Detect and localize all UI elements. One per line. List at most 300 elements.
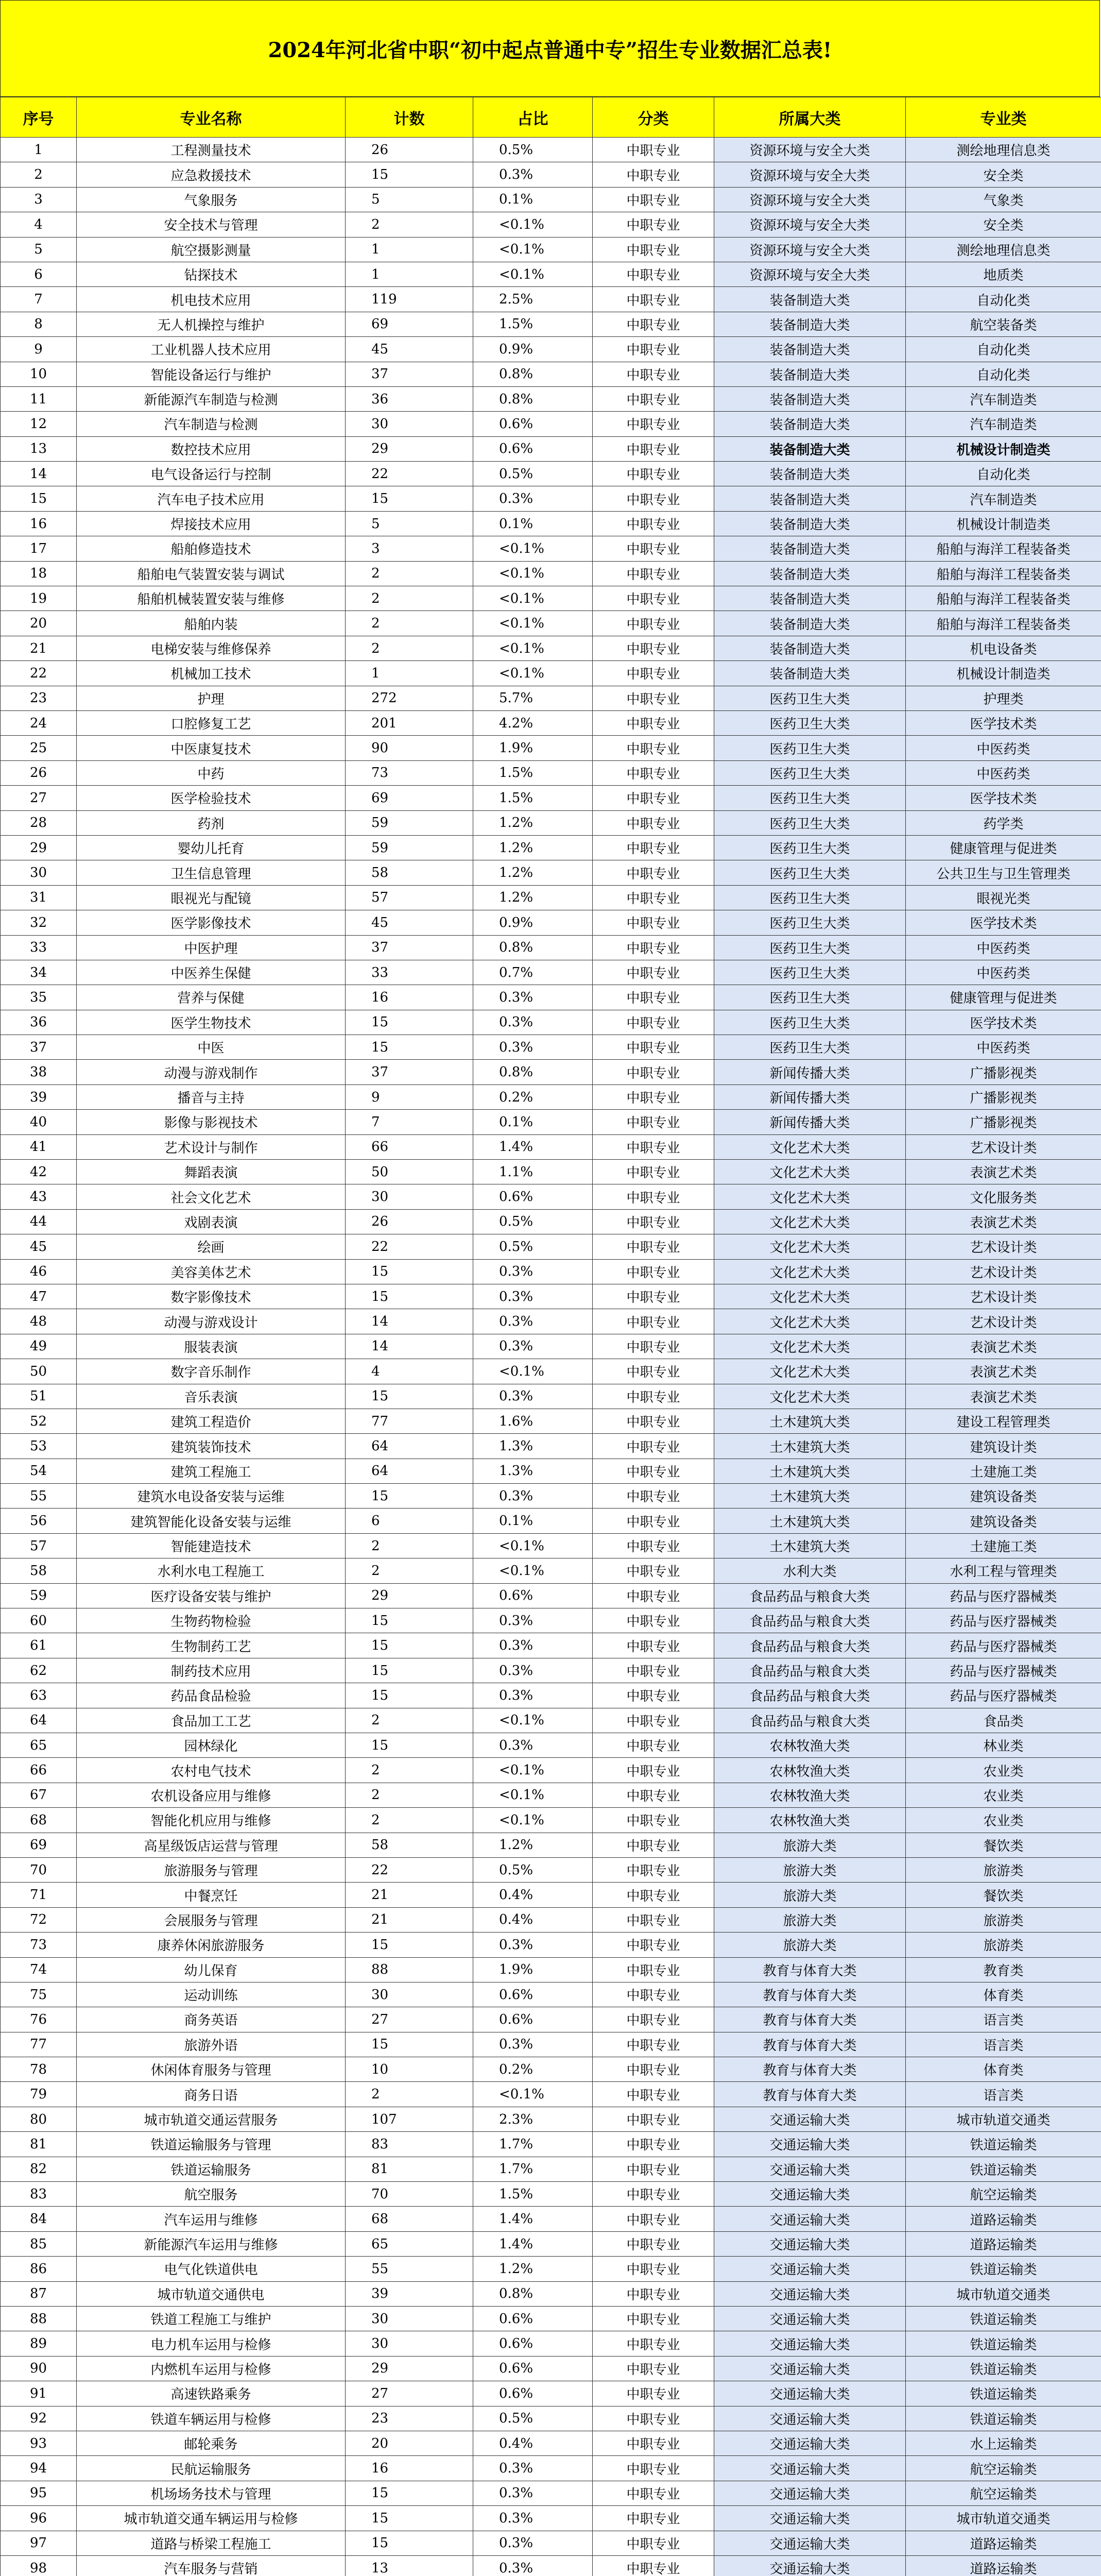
row-category: 中职专业 [593, 1309, 714, 1334]
row-major-group: 交通运输大类 [714, 2381, 906, 2406]
table-row [1, 2306, 1101, 2331]
row-major: 建筑工程造价 [77, 1409, 346, 1433]
row-major-class: 健康管理与促进类 [906, 985, 1101, 1010]
row-major-class: 医学技术类 [906, 786, 1101, 810]
row-major-group: 医药卫生大类 [714, 860, 906, 885]
row-percent: 1.5% [473, 760, 593, 785]
row-major-class: 药学类 [906, 810, 1101, 835]
row-major: 幼儿保育 [77, 1957, 346, 1982]
row-major: 数字音乐制作 [77, 1359, 346, 1384]
table-row [1, 935, 1101, 960]
row-category: 中职专业 [593, 2132, 714, 2157]
row-major-group: 装备制造大类 [714, 586, 906, 611]
row-major-group: 装备制造大类 [714, 337, 906, 362]
table-row [1, 1658, 1101, 1683]
row-count: 15 [346, 1259, 473, 1284]
row-major: 工业机器人技术应用 [77, 337, 346, 362]
row-percent: 0.3% [473, 2032, 593, 2057]
row-major: 建筑装饰技术 [77, 1434, 346, 1459]
row-category: 中职专业 [593, 835, 714, 860]
row-major: 婴幼儿托育 [77, 835, 346, 860]
row-major-group: 医药卫生大类 [714, 760, 906, 785]
row-major-group: 食品药品与粮食大类 [714, 1708, 906, 1733]
row-major: 中医 [77, 1035, 346, 1060]
row-major-group: 教育与体育大类 [714, 2082, 906, 2107]
header-major: 专业名称 [77, 97, 346, 138]
row-major-group: 交通运输大类 [714, 2431, 906, 2455]
row-major-class: 铁道运输类 [906, 2381, 1101, 2406]
row-major: 汽车电子技术应用 [77, 486, 346, 511]
row-major-group: 交通运输大类 [714, 2231, 906, 2256]
row-category: 中职专业 [593, 1334, 714, 1359]
row-category: 中职专业 [593, 486, 714, 511]
row-major: 美容美体艺术 [77, 1259, 346, 1284]
table-row [1, 2157, 1101, 2181]
row-major: 食品加工工艺 [77, 1708, 346, 1733]
row-major: 城市轨道交通供电 [77, 2281, 346, 2306]
row-index: 27 [1, 786, 77, 810]
row-major-group: 装备制造大类 [714, 536, 906, 561]
row-count: 6 [346, 1509, 473, 1533]
table-row [1, 786, 1101, 810]
row-index: 92 [1, 2406, 77, 2431]
row-index: 4 [1, 212, 77, 237]
row-percent: 0.5% [473, 1209, 593, 1234]
row-major-group: 文化艺术大类 [714, 1384, 906, 1409]
row-category: 中职专业 [593, 436, 714, 461]
row-index: 6 [1, 262, 77, 286]
row-index: 88 [1, 2306, 77, 2331]
table-row [1, 760, 1101, 785]
row-category: 中职专业 [593, 686, 714, 710]
row-count: 2 [346, 561, 473, 586]
row-index: 90 [1, 2356, 77, 2381]
row-major-group: 文化艺术大类 [714, 1334, 906, 1359]
row-category: 中职专业 [593, 810, 714, 835]
row-major-group: 旅游大类 [714, 1883, 906, 1907]
table-row [1, 611, 1101, 636]
row-major: 旅游外语 [77, 2032, 346, 2057]
table-row [1, 237, 1101, 262]
row-category: 中职专业 [593, 1434, 714, 1459]
row-major-group: 旅游大类 [714, 1907, 906, 1932]
row-category: 中职专业 [593, 1035, 714, 1060]
row-major-class: 汽车制造类 [906, 412, 1101, 436]
row-index: 37 [1, 1035, 77, 1060]
row-category: 中职专业 [593, 1982, 714, 2007]
row-major-group: 装备制造大类 [714, 436, 906, 461]
row-count: 15 [346, 1035, 473, 1060]
row-index: 8 [1, 312, 77, 336]
row-percent: 1.5% [473, 312, 593, 336]
row-percent: 0.6% [473, 1184, 593, 1209]
row-major: 绘画 [77, 1234, 346, 1259]
row-count: 45 [346, 910, 473, 935]
row-category: 中职专业 [593, 1384, 714, 1409]
row-category: 中职专业 [593, 2007, 714, 2032]
row-major-group: 资源环境与安全大类 [714, 162, 906, 187]
row-percent: 0.3% [473, 2456, 593, 2481]
row-count: 7 [346, 1110, 473, 1134]
row-major-group: 食品药品与粮食大类 [714, 1583, 906, 1608]
row-major-group: 新闻传播大类 [714, 1060, 906, 1084]
row-count: 29 [346, 1583, 473, 1608]
row-major: 医学检验技术 [77, 786, 346, 810]
row-category: 中职专业 [593, 462, 714, 486]
row-count: 2 [346, 1783, 473, 1807]
row-percent: 0.3% [473, 2531, 593, 2555]
row-major-group: 交通运输大类 [714, 2281, 906, 2306]
row-index: 23 [1, 686, 77, 710]
row-major-group: 交通运输大类 [714, 2182, 906, 2207]
row-category: 中职专业 [593, 2555, 714, 2576]
table-row [1, 1209, 1101, 1234]
table-row [1, 1110, 1101, 1134]
row-index: 17 [1, 536, 77, 561]
row-count: 29 [346, 2356, 473, 2381]
row-major-group: 装备制造大类 [714, 462, 906, 486]
row-major-class: 铁道运输类 [906, 2356, 1101, 2381]
table-row [1, 636, 1101, 660]
row-index: 12 [1, 412, 77, 436]
row-major: 航空服务 [77, 2182, 346, 2207]
row-major-class: 广播影视类 [906, 1060, 1101, 1084]
row-category: 中职专业 [593, 611, 714, 636]
row-major-class: 医学技术类 [906, 1010, 1101, 1035]
row-count: 13 [346, 2555, 473, 2576]
table-row [1, 736, 1101, 760]
header-category: 分类 [593, 97, 714, 138]
row-major: 舞蹈表演 [77, 1160, 346, 1184]
row-major-class: 农业类 [906, 1783, 1101, 1807]
row-index: 47 [1, 1284, 77, 1309]
row-major-group: 文化艺术大类 [714, 1259, 906, 1284]
row-major: 工程测量技术 [77, 138, 346, 162]
row-major-group: 装备制造大类 [714, 362, 906, 386]
row-major-class: 建筑设计类 [906, 1434, 1101, 1459]
row-percent: 0.9% [473, 910, 593, 935]
row-major-group: 交通运输大类 [714, 2555, 906, 2576]
row-major: 铁道运输服务与管理 [77, 2132, 346, 2157]
row-major: 休闲体育服务与管理 [77, 2057, 346, 2082]
row-percent: 4.2% [473, 710, 593, 735]
table-row [1, 561, 1101, 586]
row-percent: 1.5% [473, 2182, 593, 2207]
row-count: 2 [346, 1758, 473, 1783]
row-index: 53 [1, 1434, 77, 1459]
table-row [1, 1509, 1101, 1533]
row-major-class: 道路运输类 [906, 2555, 1101, 2576]
row-major-group: 装备制造大类 [714, 511, 906, 536]
row-category: 中职专业 [593, 1259, 714, 1284]
row-percent: 0.6% [473, 412, 593, 436]
row-percent: 0.3% [473, 1733, 593, 1758]
row-count: 2 [346, 1558, 473, 1583]
row-major-class: 中医药类 [906, 960, 1101, 985]
row-percent: 0.6% [473, 2007, 593, 2032]
row-major-group: 土木建筑大类 [714, 1409, 906, 1433]
row-major-class: 旅游类 [906, 1857, 1101, 1882]
row-percent: <0.1% [473, 1533, 593, 1558]
row-index: 34 [1, 960, 77, 985]
row-major-class: 表演艺术类 [906, 1209, 1101, 1234]
row-index: 70 [1, 1857, 77, 1882]
row-index: 86 [1, 2257, 77, 2281]
row-percent: <0.1% [473, 586, 593, 611]
row-major-group: 文化艺术大类 [714, 1160, 906, 1184]
row-count: 119 [346, 287, 473, 312]
row-index: 33 [1, 935, 77, 960]
row-index: 3 [1, 187, 77, 212]
row-major-group: 土木建筑大类 [714, 1434, 906, 1459]
table-row [1, 1808, 1101, 1833]
row-major: 铁道工程施工与维护 [77, 2306, 346, 2331]
table-row [1, 337, 1101, 362]
row-major-class: 旅游类 [906, 1907, 1101, 1932]
row-major: 戏剧表演 [77, 1209, 346, 1234]
row-count: 29 [346, 436, 473, 461]
row-percent: 1.1% [473, 1160, 593, 1184]
row-major-group: 新闻传播大类 [714, 1084, 906, 1109]
row-major-group: 土木建筑大类 [714, 1459, 906, 1483]
row-category: 中职专业 [593, 1110, 714, 1134]
row-category: 中职专业 [593, 710, 714, 735]
table-row [1, 1010, 1101, 1035]
row-index: 26 [1, 760, 77, 785]
row-count: 22 [346, 1857, 473, 1882]
data-table [0, 97, 1101, 2576]
row-percent: 1.2% [473, 810, 593, 835]
row-count: 21 [346, 1907, 473, 1932]
row-category: 中职专业 [593, 386, 714, 411]
row-category: 中职专业 [593, 935, 714, 960]
row-count: 70 [346, 2182, 473, 2207]
row-major: 航空摄影测量 [77, 237, 346, 262]
table-row [1, 362, 1101, 386]
row-percent: 0.3% [473, 1633, 593, 1658]
row-category: 中职专业 [593, 2481, 714, 2505]
row-major: 船舶内装 [77, 611, 346, 636]
table-row [1, 910, 1101, 935]
row-count: 2 [346, 2082, 473, 2107]
table-row [1, 2431, 1101, 2455]
row-category: 中职专业 [593, 1184, 714, 1209]
row-major: 中医养生保健 [77, 960, 346, 985]
row-index: 13 [1, 436, 77, 461]
row-count: 15 [346, 2531, 473, 2555]
table-row [1, 1084, 1101, 1109]
table-row [1, 1160, 1101, 1184]
row-index: 2 [1, 162, 77, 187]
row-major-class: 航空装备类 [906, 312, 1101, 336]
row-index: 5 [1, 237, 77, 262]
row-major-class: 餐饮类 [906, 1883, 1101, 1907]
row-index: 62 [1, 1658, 77, 1683]
row-category: 中职专业 [593, 162, 714, 187]
row-category: 中职专业 [593, 1558, 714, 1583]
row-category: 中职专业 [593, 2057, 714, 2082]
row-index: 35 [1, 985, 77, 1010]
row-major-group: 医药卫生大类 [714, 786, 906, 810]
row-major-class: 土建施工类 [906, 1459, 1101, 1483]
table-row [1, 2481, 1101, 2505]
row-major: 船舶机械装置安装与维修 [77, 586, 346, 611]
row-percent: 0.8% [473, 2281, 593, 2306]
row-category: 中职专业 [593, 2431, 714, 2455]
row-index: 73 [1, 1933, 77, 1957]
row-major-group: 资源环境与安全大类 [714, 212, 906, 237]
row-major-group: 医药卫生大类 [714, 935, 906, 960]
row-major: 焊接技术应用 [77, 511, 346, 536]
row-major-group: 食品药品与粮食大类 [714, 1683, 906, 1708]
row-index: 71 [1, 1883, 77, 1907]
row-major: 康养休闲旅游服务 [77, 1933, 346, 1957]
row-major: 汽车运用与维修 [77, 2207, 346, 2231]
row-index: 95 [1, 2481, 77, 2505]
header-count: 计数 [346, 97, 473, 138]
row-count: 15 [346, 1384, 473, 1409]
row-percent: 0.6% [473, 1583, 593, 1608]
row-category: 中职专业 [593, 661, 714, 686]
row-category: 中职专业 [593, 2207, 714, 2231]
row-major: 数字影像技术 [77, 1284, 346, 1309]
table-row [1, 810, 1101, 835]
row-category: 中职专业 [593, 1509, 714, 1533]
row-category: 中职专业 [593, 2231, 714, 2256]
row-major: 电力机车运用与检修 [77, 2331, 346, 2356]
table-row [1, 2032, 1101, 2057]
row-major-group: 教育与体育大类 [714, 2057, 906, 2082]
row-count: 68 [346, 2207, 473, 2231]
header-row [1, 97, 1101, 138]
row-major: 商务日语 [77, 2082, 346, 2107]
row-category: 中职专业 [593, 1084, 714, 1109]
row-category: 中职专业 [593, 2107, 714, 2131]
row-category: 中职专业 [593, 2306, 714, 2331]
row-index: 36 [1, 1010, 77, 1035]
table-row [1, 138, 1101, 162]
row-category: 中职专业 [593, 985, 714, 1010]
row-percent: 0.3% [473, 985, 593, 1010]
row-major-group: 装备制造大类 [714, 636, 906, 660]
row-major-group: 医药卫生大类 [714, 985, 906, 1010]
row-major-class: 眼视光类 [906, 885, 1101, 910]
row-major-class: 药品与医疗器械类 [906, 1683, 1101, 1708]
row-index: 40 [1, 1110, 77, 1134]
row-index: 98 [1, 2555, 77, 2576]
row-percent: <0.1% [473, 237, 593, 262]
table-row [1, 2381, 1101, 2406]
row-count: 2 [346, 1708, 473, 1733]
row-percent: 2.5% [473, 287, 593, 312]
row-major: 动漫与游戏制作 [77, 1060, 346, 1084]
row-percent: 0.2% [473, 1084, 593, 1109]
row-index: 69 [1, 1833, 77, 1857]
row-percent: 0.3% [473, 2555, 593, 2576]
row-category: 中职专业 [593, 312, 714, 336]
row-category: 中职专业 [593, 2331, 714, 2356]
row-major: 园林绿化 [77, 1733, 346, 1758]
row-count: 15 [346, 1484, 473, 1509]
row-index: 61 [1, 1633, 77, 1658]
row-percent: 0.3% [473, 2506, 593, 2531]
sheet-title: 2024年河北省中职“初中起点普通中专”招生专业数据汇总表! [0, 0, 1100, 97]
table-row [1, 2257, 1101, 2281]
row-major: 内燃机车运用与检修 [77, 2356, 346, 2381]
row-count: 30 [346, 1982, 473, 2007]
row-percent: 0.3% [473, 1608, 593, 1633]
row-percent: 0.5% [473, 462, 593, 486]
row-index: 55 [1, 1484, 77, 1509]
table-row [1, 2281, 1101, 2306]
row-major-group: 食品药品与粮食大类 [714, 1633, 906, 1658]
row-category: 中职专业 [593, 760, 714, 785]
row-major-class: 测绘地理信息类 [906, 138, 1101, 162]
row-major-group: 资源环境与安全大类 [714, 187, 906, 212]
row-major: 护理 [77, 686, 346, 710]
row-count: 1 [346, 262, 473, 286]
row-index: 83 [1, 2182, 77, 2207]
row-major-group: 新闻传播大类 [714, 1110, 906, 1134]
row-category: 中职专业 [593, 1608, 714, 1633]
row-percent: <0.1% [473, 661, 593, 686]
table-row [1, 661, 1101, 686]
row-major: 运动训练 [77, 1982, 346, 2007]
row-major-class: 广播影视类 [906, 1084, 1101, 1109]
table-row [1, 1409, 1101, 1433]
row-major: 无人机操控与维护 [77, 312, 346, 336]
row-percent: 1.5% [473, 786, 593, 810]
table-row [1, 536, 1101, 561]
row-major-class: 气象类 [906, 187, 1101, 212]
row-count: 88 [346, 1957, 473, 1982]
table-row [1, 1060, 1101, 1084]
row-index: 22 [1, 661, 77, 686]
row-major-group: 资源环境与安全大类 [714, 262, 906, 286]
table-row [1, 486, 1101, 511]
row-count: 30 [346, 1184, 473, 1209]
row-percent: 0.3% [473, 1334, 593, 1359]
table-row [1, 1683, 1101, 1708]
row-major: 农村电气技术 [77, 1758, 346, 1783]
row-count: 23 [346, 2406, 473, 2431]
row-index: 68 [1, 1808, 77, 1833]
row-percent: 0.6% [473, 2306, 593, 2331]
row-percent: 0.5% [473, 2406, 593, 2431]
row-index: 93 [1, 2431, 77, 2455]
row-percent: 0.3% [473, 1484, 593, 1509]
row-count: 73 [346, 760, 473, 785]
row-major: 气象服务 [77, 187, 346, 212]
table-row [1, 1883, 1101, 1907]
row-percent: 0.3% [473, 1309, 593, 1334]
row-major-class: 铁道运输类 [906, 2331, 1101, 2356]
row-percent: 0.1% [473, 511, 593, 536]
row-index: 81 [1, 2132, 77, 2157]
row-percent: 0.3% [473, 1384, 593, 1409]
table-row [1, 1359, 1101, 1384]
row-percent: 1.2% [473, 1833, 593, 1857]
table-row [1, 860, 1101, 885]
row-major-class: 医学技术类 [906, 910, 1101, 935]
row-percent: 0.4% [473, 1907, 593, 1932]
row-major: 机电技术应用 [77, 287, 346, 312]
row-major-class: 自动化类 [906, 362, 1101, 386]
row-percent: 0.6% [473, 2356, 593, 2381]
table-row [1, 2231, 1101, 2256]
row-major-group: 医药卫生大类 [714, 686, 906, 710]
row-category: 中职专业 [593, 736, 714, 760]
